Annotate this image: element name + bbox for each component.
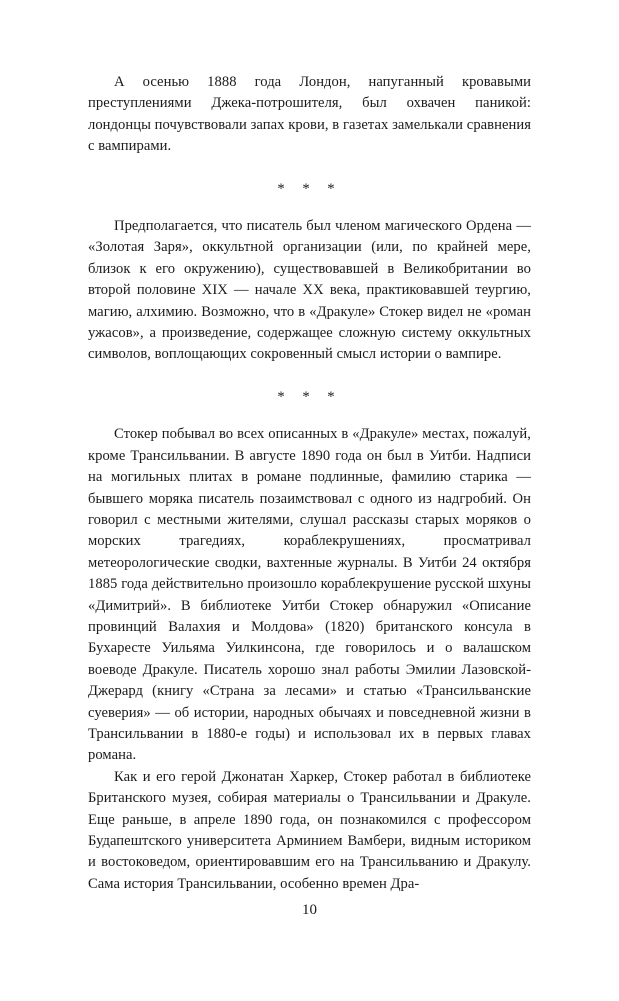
- section-divider-2: * * *: [277, 388, 342, 405]
- paragraph-3: Стокер побывал во всех описанных в «Дракуле» местах, пожалуй, кроме Трансильвании. В августе 1890 года он был в Уитби. Надписи на могильных плитах в романе подлинные, фамилию старика — бывшего моряка писатель позаимствовал с одного из надгробий. Он говорил с местными жителями, слушал рассказы старых моряков о морских трагедиях, кораблекрушениях, просматривал метеорологические сводки, вахтенные журналы. В Уитби 24 октября 1885 года действительно произошло кораблекрушение русской шхуны «Димитрий». В библиотеке Уитби Стокер обнаружил «Описание провинций Валахия и Молдова» (1820) британского консула в Бухаресте Уильяма Уилкинсона, где говорилось и о валашском воеводе Дракуле. Писатель хорошо знал работы Эмилии Лазовской-Джерард (книгу «Страна за лесами» и статью «Трансильванские суеверия» — об истории, народных обычаях и повседневной жизни в Трансильвании в 1880-е годы) и использовал их в первых главах романа.: [88, 426, 531, 764]
- page-number: 10: [302, 902, 317, 918]
- page-content: [88, 72, 531, 895]
- paragraph-1: А осенью 1888 года Лондон, напуганный кровавыми преступлениями Джека-потрошителя, был охвачен паникой: лондонцы почувствовали запах крови, в газетах замелькали сравнения с вампирами.: [88, 74, 531, 155]
- section-divider-1: * * *: [277, 180, 342, 197]
- paragraph-4: Как и его герой Джонатан Харкер, Стокер работал в библиотеке Британского музея, собирая материалы о Трансильвании и Дракуле. Еще раньше, в апреле 1890 года, он познакомился с профессором Будапештского университета Арминием Вамбери, видным историком и востоковедом, ориентировавшим его на Трансильванию и Дракулу. Сама история Трансильвании, особенно времен Дра-: [88, 768, 531, 892]
- paragraph-2: Предполагается, что писатель был членом магического Ордена — «Золотая Заря», оккультной организации (или, по крайней мере, близок к его окружению), существовавшей в Великобритании во второй половине XIX — начале XX века, практиковавшей теургию, магию, алхимию. Возможно, что в «Дракуле» Стокер видел не «роман ужасов», а произведение, содержащее сложную систему оккультных символов, воплощающих сокровенный смысл истории о вампире.: [88, 218, 531, 363]
